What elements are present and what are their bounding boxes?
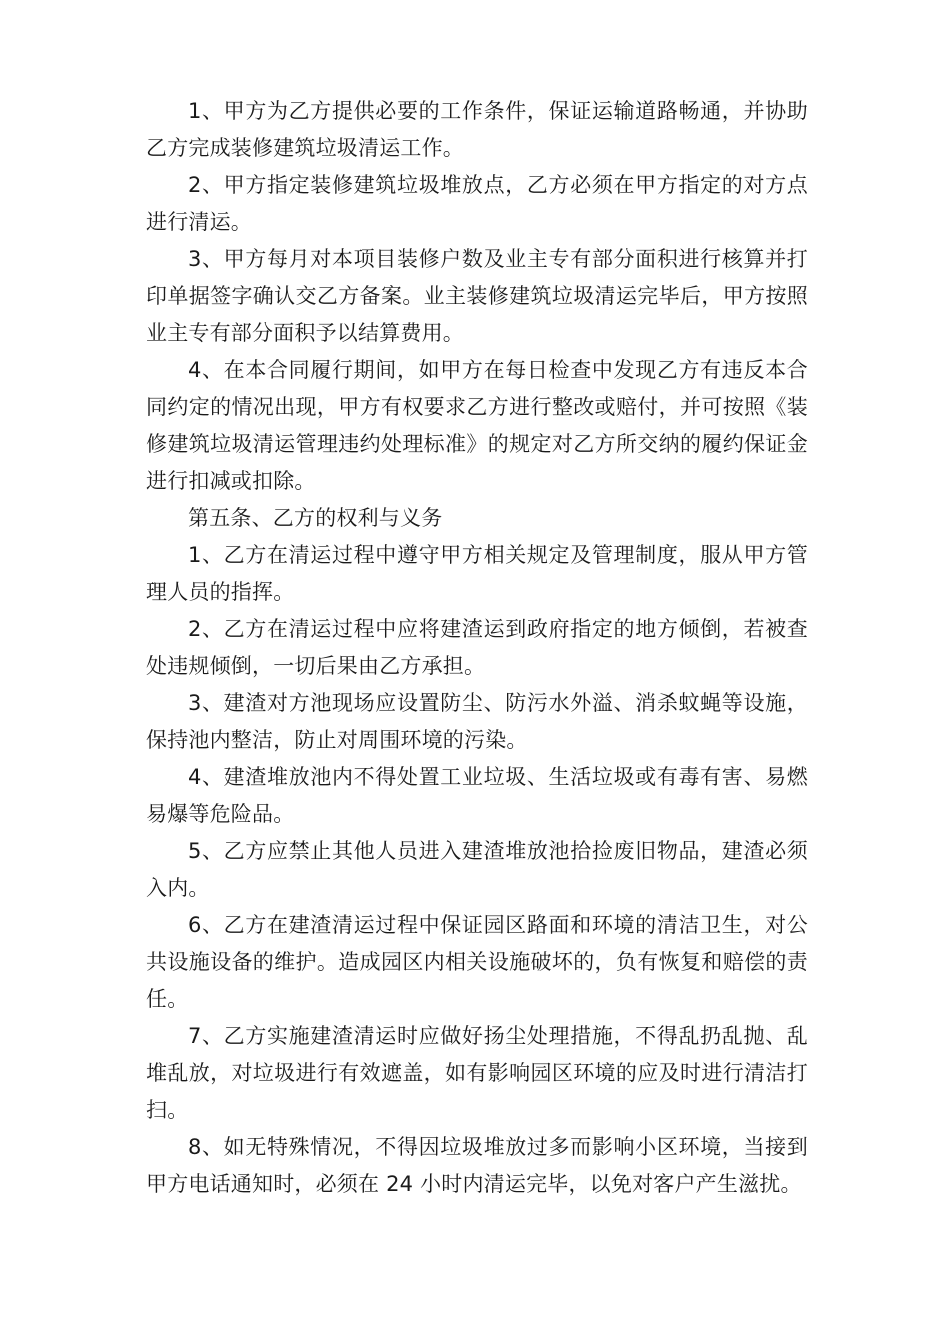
clause-paragraph-2: 2、甲方指定装修建筑垃圾堆放点，乙方必须在甲方指定的对方点进行清运。 [146,173,808,234]
clause-paragraph-5-5: 5、乙方应禁止其他人员进入建渣堆放池拾捡废旧物品，建渣必须入内。 [146,839,808,900]
clause-paragraph-5-7: 7、乙方实施建渣清运时应做好扬尘处理措施，不得乱扔乱抛、乱堆乱放，对垃圾进行有效遮盖，如有影响园区环境的应及时进行清洁打扫。 [146,1024,808,1122]
clause-paragraph-5-2: 2、乙方在清运过程中应将建渣运到政府指定的地方倾倒，若被查处违规倾倒，一切后果由乙方承担。 [146,617,808,678]
clause-paragraph-1: 1、甲方为乙方提供必要的工作条件，保证运输道路畅通，并协助乙方完成装修建筑垃圾清运工作。 [146,99,808,160]
clause-paragraph-5-1: 1、乙方在清运过程中遵守甲方相关规定及管理制度，服从甲方管理人员的指挥。 [146,543,808,604]
clause-paragraph-4: 4、在本合同履行期间，如甲方在每日检查中发现乙方有违反本合同约定的情况出现，甲方有权要求乙方进行整改或赔付，并可按照《装修建筑垃圾清运管理违约处理标准》的规定对乙方所交纳的履约保证金进行扣减或扣除。 [146,358,808,493]
clause-paragraph-5-4: 4、建渣堆放池内不得处置工业垃圾、生活垃圾或有毒有害、易燃易爆等危险品。 [146,765,808,826]
document-body [146,93,808,1203]
clause-paragraph-3: 3、甲方每月对本项目装修户数及业主专有部分面积进行核算并打印单据签字确认交乙方备案。业主装修建筑垃圾清运完毕后，甲方按照业主专有部分面积予以结算费用。 [146,247,808,345]
clause-paragraph-5-8: 8、如无特殊情况，不得因垃圾堆放过多而影响小区环境，当接到甲方电话通知时，必须在 24 小时内清运完毕，以免对客户产生滋扰。 [146,1135,808,1196]
section-heading-article-5: 第五条、乙方的权利与义务 [188,506,443,530]
clause-paragraph-5-3: 3、建渣对方池现场应设置防尘、防污水外溢、消杀蚊蝇等设施，保持池内整洁，防止对周围环境的污染。 [146,691,808,752]
clause-paragraph-5-6: 6、乙方在建渣清运过程中保证园区路面和环境的清洁卫生，对公共设施设备的维护。造成园区内相关设施破坏的，负有恢复和赔偿的责任。 [146,913,808,1011]
